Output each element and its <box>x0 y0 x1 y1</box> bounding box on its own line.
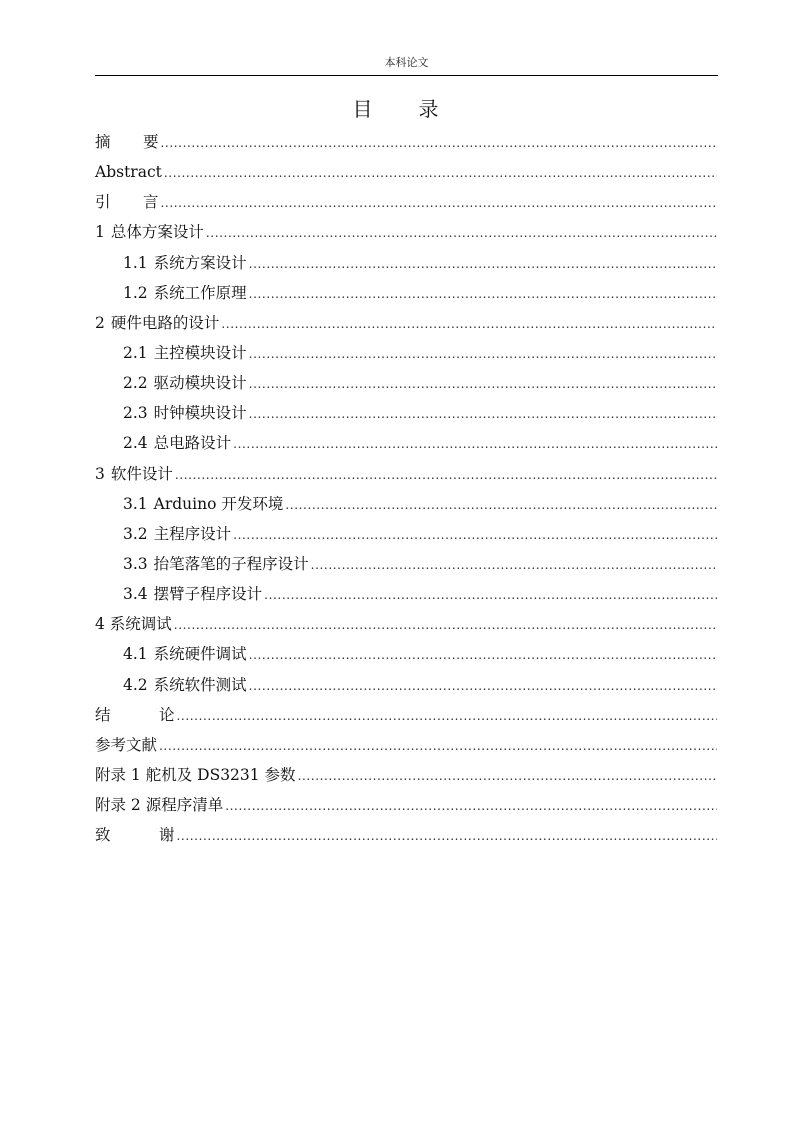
dot-leader <box>159 731 717 761</box>
toc-entry-section-2-3[interactable] <box>95 398 717 428</box>
toc-title-right: 录 <box>418 97 441 121</box>
toc-entry-title: Abstract <box>95 163 162 182</box>
dot-leader <box>249 671 717 701</box>
toc-entry-number: 1.1 <box>123 253 148 272</box>
toc-entry-title: 总电路设计 <box>153 434 232 453</box>
dot-leader <box>249 279 717 309</box>
toc-entry-number: 3 <box>95 464 105 483</box>
toc-entry-char: 要 <box>143 133 159 151</box>
toc-entry-title: 系统工作原理 <box>153 283 247 302</box>
toc-entry-chapter-4[interactable] <box>95 609 717 639</box>
dot-leader <box>249 369 717 399</box>
toc-entry-section-1-2[interactable] <box>95 278 717 308</box>
dot-leader <box>311 550 717 580</box>
toc-entry-section-2-2[interactable] <box>95 368 717 398</box>
toc-entry-section-3-2[interactable] <box>95 519 717 549</box>
dot-leader <box>298 761 717 791</box>
toc-entry-number: 4.1 <box>123 645 148 664</box>
running-title: 本科论文 <box>384 56 429 69</box>
toc-entry-number: 1 <box>95 223 105 242</box>
toc-entry-title: 总体方案设计 <box>110 223 204 242</box>
toc-entry-title: 参考文献 <box>95 735 158 754</box>
toc-entry-number: 2.2 <box>123 374 148 393</box>
dot-leader <box>233 520 717 550</box>
toc-entry-title: 抬笔落笔的子程序设计 <box>153 554 309 573</box>
toc-entry-section-3-3[interactable] <box>95 549 717 579</box>
toc-entry-title: 主控模块设计 <box>153 343 247 362</box>
toc-entry-section-3-4[interactable] <box>95 579 717 609</box>
toc-entry-appendix-2[interactable] <box>95 790 717 820</box>
toc-entry-title: 驱动模块设计 <box>153 374 247 393</box>
toc-entry-appendix-1[interactable] <box>95 760 717 790</box>
toc-entry-section-4-1[interactable] <box>95 639 717 669</box>
toc-title-left: 目 <box>352 97 375 121</box>
toc-entry-number: 3.3 <box>123 554 148 573</box>
toc-entry-char: 引 <box>95 193 111 212</box>
toc-entry-char: 致 <box>95 826 111 845</box>
toc-title <box>0 96 793 122</box>
dot-leader <box>264 580 717 610</box>
dot-leader <box>174 610 717 640</box>
table-of-contents <box>95 127 717 850</box>
dot-leader <box>161 128 717 158</box>
toc-entry-title: 系统硬件调试 <box>153 645 247 664</box>
toc-entry-char: 谢 <box>159 826 175 845</box>
toc-entry-title: Arduino 开发环境 <box>153 494 284 513</box>
toc-entry-abstract-cn[interactable] <box>95 127 717 157</box>
dot-leader <box>206 218 717 248</box>
dot-leader <box>249 640 717 670</box>
toc-entry-title: 硬件电路的设计 <box>110 313 220 332</box>
dot-leader <box>161 188 717 218</box>
toc-entry-title: 4 系统调试 <box>95 615 172 634</box>
toc-entry-title: 摆臂子程序设计 <box>153 585 263 604</box>
toc-entry-number: 2.3 <box>123 404 148 423</box>
toc-entry-chapter-1[interactable] <box>95 217 717 247</box>
toc-entry-char: 言 <box>143 193 159 212</box>
toc-entry-section-2-1[interactable] <box>95 338 717 368</box>
toc-entry-introduction[interactable] <box>95 187 717 217</box>
toc-entry-abstract-en[interactable] <box>95 157 717 187</box>
toc-entry-conclusion[interactable] <box>95 700 717 730</box>
toc-entry-number: 1.2 <box>123 283 148 302</box>
toc-entry-title: 时钟模块设计 <box>153 404 247 423</box>
toc-entry-title: 附录 1 舵机及 DS3231 参数 <box>95 765 296 784</box>
toc-entry-title: 主程序设计 <box>153 524 232 543</box>
toc-entry-section-2-4[interactable] <box>95 428 717 458</box>
dot-leader <box>177 701 717 731</box>
dot-leader <box>233 429 717 459</box>
dot-leader <box>249 339 717 369</box>
toc-entry-number: 2 <box>95 313 105 332</box>
page-header <box>95 55 718 76</box>
toc-entry-char: 摘 <box>95 133 111 151</box>
toc-entry-number: 3.4 <box>123 585 148 604</box>
toc-entry-chapter-2[interactable] <box>95 308 717 338</box>
toc-entry-title: 附录 2 源程序清单 <box>95 796 224 815</box>
dot-leader <box>177 821 717 851</box>
toc-entry-number: 2.4 <box>123 434 148 453</box>
dot-leader <box>175 460 717 490</box>
toc-entry-section-1-1[interactable] <box>95 248 717 278</box>
dot-leader <box>225 791 717 821</box>
toc-entry-title: 系统软件测试 <box>153 675 247 694</box>
toc-entry-references[interactable] <box>95 730 717 760</box>
dot-leader <box>249 249 717 279</box>
toc-entry-number: 4.2 <box>123 675 148 694</box>
toc-entry-char: 论 <box>159 705 175 724</box>
dot-leader <box>285 490 717 520</box>
toc-entry-title: 软件设计 <box>110 464 173 483</box>
toc-entry-number: 3.1 <box>123 494 148 513</box>
toc-entry-section-3-1[interactable] <box>95 489 717 519</box>
dot-leader <box>221 309 717 339</box>
dot-leader <box>249 399 717 429</box>
toc-entry-chapter-3[interactable] <box>95 459 717 489</box>
toc-entry-section-4-2[interactable] <box>95 670 717 700</box>
toc-entry-number: 2.1 <box>123 343 148 362</box>
dot-leader <box>164 158 717 188</box>
toc-entry-number: 3.2 <box>123 524 148 543</box>
toc-entry-acknowledgements[interactable] <box>95 820 717 850</box>
toc-entry-char: 结 <box>95 705 111 724</box>
toc-entry-title: 系统方案设计 <box>153 253 247 272</box>
